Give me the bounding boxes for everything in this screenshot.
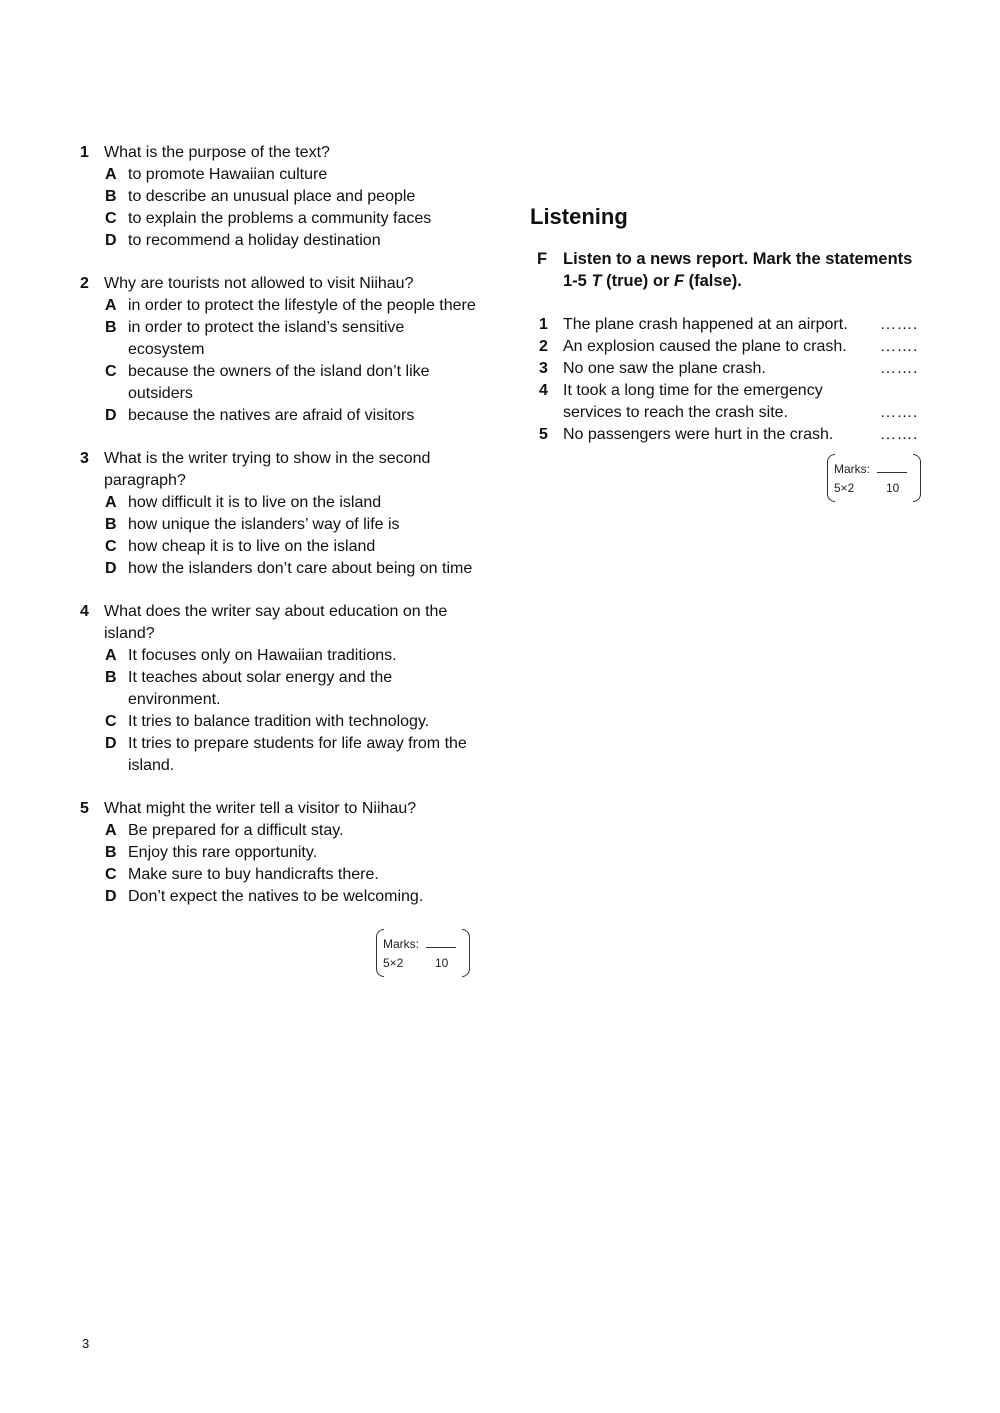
option-letter: D [105,232,117,249]
answer-option [80,536,480,558]
option-text: in order to protect the lifestyle of the people there [128,297,476,314]
marks-score: 5×2 [834,481,855,495]
answer-blank: ……. [880,338,918,355]
option-text: to explain the problems a community faces [128,210,432,227]
marks-score: 5×2 [383,956,404,970]
instruction-label: F [537,250,548,268]
answer-option [80,711,480,733]
question-number: 3 [80,450,89,467]
option-text: Enjoy this rare opportunity. [128,844,318,861]
answer-option [80,842,480,864]
answer-blank: ……. [880,404,918,421]
option-text: It tries to balance tradition with technology. [128,713,430,730]
option-letter: B [105,319,117,336]
answer-option [80,864,480,886]
option-text: how the islanders don’t care about being on time [128,560,473,577]
option-text: Make sure to buy handicrafts there. [128,866,379,883]
question-text: What is the purpose of the text? [104,144,330,161]
question-number: 4 [80,603,89,620]
question-item [80,273,480,427]
marks-label: Marks: [383,937,419,951]
option-letter: D [105,888,117,905]
option-text: how cheap it is to live on the island [128,538,376,555]
statement-number: 3 [539,360,548,377]
statement-row [530,424,930,446]
question-text: What does the writer say about education on the island? [104,603,448,642]
option-letter: A [105,647,117,664]
statement-row [530,358,930,380]
marks-blank-line [877,472,907,473]
statement-text: No one saw the plane crash. [563,360,766,377]
option-letter: C [105,210,117,227]
question-stem [80,798,480,820]
statement-text: No passengers were hurt in the crash. [563,426,834,443]
answer-blank: ……. [880,316,918,333]
option-text: how unique the islanders’ way of life is [128,516,400,533]
option-text: Don’t expect the natives to be welcoming. [128,888,424,905]
statement-number: 1 [539,316,548,333]
answer-option [80,667,480,711]
statement-number: 2 [539,338,548,355]
option-text: It tries to prepare students for life away from the island. [128,735,467,774]
answer-option [80,186,480,208]
statement-list [530,314,930,446]
answer-option [80,492,480,514]
question-item [80,798,480,908]
marks-total: 10 [435,956,449,970]
question-number: 2 [80,275,89,292]
answer-option [80,405,480,427]
option-letter: A [105,822,117,839]
listening-section [530,202,930,506]
answer-option [80,295,480,317]
answer-option [80,645,480,667]
right-bracket [462,929,470,977]
option-letter: C [105,363,117,380]
marks-box [376,929,470,981]
question-item [80,601,480,777]
option-letter: A [105,297,117,314]
option-text: to promote Hawaiian culture [128,166,328,183]
right-bracket [913,454,921,502]
option-letter: B [105,844,117,861]
statement-number: 4 [539,382,548,399]
option-letter: C [105,713,117,730]
italic-letter: F [673,272,685,290]
marks-blank-line [426,947,456,948]
option-letter: D [105,407,117,424]
statement-row [530,336,930,358]
question-stem [80,142,480,164]
question-text: Why are tourists not allowed to visit Niihau? [104,275,414,292]
option-letter: D [105,560,117,577]
question-stem [80,273,480,295]
option-text: to describe an unusual place and people [128,188,416,205]
answer-option [80,208,480,230]
answer-option [80,361,480,405]
question-stem [80,601,480,645]
statement-row [530,314,930,336]
option-text: because the natives are afraid of visitors [128,407,415,424]
answer-blank: ……. [880,426,918,443]
marks-label: Marks: [834,462,870,476]
option-text: because the owners of the island don’t like outsiders [128,363,430,402]
answer-option [80,230,480,252]
question-number: 1 [80,144,89,161]
question-number: 5 [80,800,89,817]
option-text: how difficult it is to live on the island [128,494,382,511]
option-text: to recommend a holiday destination [128,232,381,249]
option-letter: B [105,188,117,205]
answer-option [80,317,480,361]
marks-total: 10 [886,481,900,495]
instruction-text: Listen to a news report. Mark the statements 1-5 T (true) or F (false). [563,250,913,290]
option-letter: A [105,494,117,511]
marks-box [827,454,921,506]
statement-number: 5 [539,426,548,443]
option-letter: D [105,735,117,752]
option-letter: B [105,516,117,533]
answer-option [80,820,480,842]
question-list [80,142,480,908]
option-text: in order to protect the island’s sensitive ecosystem [128,319,405,358]
section-title: Listening [530,204,628,229]
option-letter: A [105,166,117,183]
option-text: Be prepared for a difficult stay. [128,822,344,839]
answer-option [80,733,480,777]
page-number: 3 [82,1336,90,1351]
answer-option [80,164,480,186]
reading-questions [80,142,480,981]
question-text: What is the writer trying to show in the second paragraph? [104,450,431,489]
answer-option [80,514,480,536]
answer-option [80,558,480,580]
answer-blank: ……. [880,360,918,377]
italic-letter: T [591,272,602,290]
instruction [530,248,930,292]
option-text: It focuses only on Hawaiian traditions. [128,647,397,664]
statement-text: It took a long time for the emergency services to reach the crash site. [563,382,823,421]
question-item [80,448,480,580]
question-stem [80,448,480,492]
answer-option [80,886,480,908]
question-item [80,142,480,252]
option-text: It teaches about solar energy and the environment. [128,669,393,708]
question-text: What might the writer tell a visitor to Niihau? [104,800,417,817]
statement-text: An explosion caused the plane to crash. [563,338,847,355]
option-letter: C [105,866,117,883]
option-letter: B [105,669,117,686]
statement-text: The plane crash happened at an airport. [563,316,848,333]
option-letter: C [105,538,117,555]
statement-row [530,380,930,424]
